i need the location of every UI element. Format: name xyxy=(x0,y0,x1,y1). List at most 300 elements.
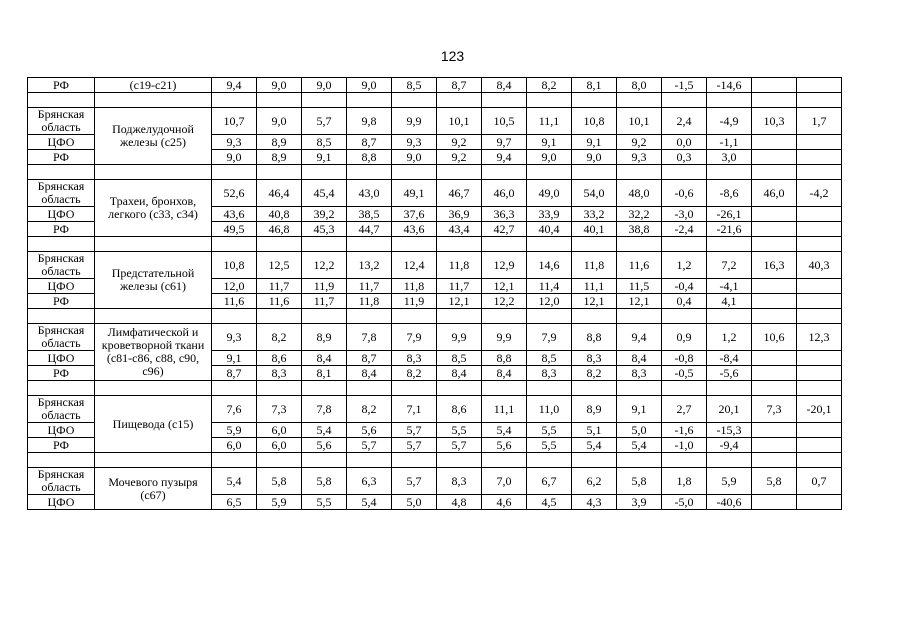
value-cell: 11,8 xyxy=(572,252,617,279)
value-cell: 54,0 xyxy=(572,180,617,207)
empty-cell xyxy=(28,93,95,108)
empty-cell xyxy=(392,309,437,324)
value-cell xyxy=(752,279,797,294)
value-cell: -20,1 xyxy=(797,396,842,423)
empty-cell xyxy=(482,237,527,252)
empty-cell xyxy=(572,309,617,324)
value-cell: 7,3 xyxy=(257,396,302,423)
value-cell xyxy=(797,207,842,222)
region-cell: РФ xyxy=(28,222,95,237)
value-cell: 5,7 xyxy=(302,108,347,135)
value-cell: 11,7 xyxy=(437,279,482,294)
value-cell: 11,6 xyxy=(212,294,257,309)
value-cell: 9,2 xyxy=(437,150,482,165)
value-cell xyxy=(752,438,797,453)
value-cell: 10,1 xyxy=(617,108,662,135)
value-cell: 8,4 xyxy=(482,78,527,93)
empty-cell xyxy=(617,381,662,396)
value-cell xyxy=(752,423,797,438)
spacer-row xyxy=(28,309,842,324)
value-cell xyxy=(797,222,842,237)
value-cell: 12,2 xyxy=(302,252,347,279)
value-cell: 5,0 xyxy=(617,423,662,438)
value-cell: 43,0 xyxy=(347,180,392,207)
empty-cell xyxy=(617,453,662,468)
value-cell: 46,4 xyxy=(257,180,302,207)
value-cell xyxy=(797,438,842,453)
value-cell: 8,2 xyxy=(572,366,617,381)
value-cell: 6,3 xyxy=(347,468,392,495)
value-cell: 8,2 xyxy=(527,78,572,93)
empty-cell xyxy=(707,453,752,468)
empty-cell xyxy=(347,237,392,252)
value-cell xyxy=(752,294,797,309)
value-cell xyxy=(752,366,797,381)
empty-cell xyxy=(797,309,842,324)
value-cell: 11,1 xyxy=(482,396,527,423)
empty-cell xyxy=(347,93,392,108)
empty-cell xyxy=(392,93,437,108)
value-cell: -3,0 xyxy=(662,207,707,222)
site-cell: Предстательной железы (c61) xyxy=(95,252,212,309)
value-cell: -0,8 xyxy=(662,351,707,366)
value-cell: 9,3 xyxy=(392,135,437,150)
empty-cell xyxy=(617,237,662,252)
region-cell: ЦФО xyxy=(28,135,95,150)
empty-cell xyxy=(527,93,572,108)
empty-cell xyxy=(212,381,257,396)
value-cell: 40,4 xyxy=(527,222,572,237)
value-cell: 11,4 xyxy=(527,279,572,294)
value-cell: 40,1 xyxy=(572,222,617,237)
region-cell: РФ xyxy=(28,438,95,453)
empty-cell xyxy=(302,165,347,180)
value-cell: 5,9 xyxy=(707,468,752,495)
value-cell: 43,6 xyxy=(212,207,257,222)
region-cell: Брянская область xyxy=(28,108,95,135)
value-cell: 20,1 xyxy=(707,396,752,423)
empty-cell xyxy=(212,453,257,468)
value-cell: 10,8 xyxy=(572,108,617,135)
value-cell: 5,7 xyxy=(392,438,437,453)
value-cell: 12,4 xyxy=(392,252,437,279)
value-cell: 5,9 xyxy=(212,423,257,438)
value-cell: 11,1 xyxy=(527,108,572,135)
empty-cell xyxy=(707,93,752,108)
value-cell xyxy=(797,495,842,510)
value-cell: 5,5 xyxy=(437,423,482,438)
empty-cell xyxy=(572,165,617,180)
empty-cell xyxy=(662,165,707,180)
value-cell: -2,4 xyxy=(662,222,707,237)
value-cell: 14,6 xyxy=(527,252,572,279)
value-cell: 8,2 xyxy=(257,324,302,351)
value-cell: 5,4 xyxy=(302,423,347,438)
value-cell: 9,8 xyxy=(347,108,392,135)
empty-cell xyxy=(752,453,797,468)
value-cell xyxy=(752,135,797,150)
value-cell: 8,8 xyxy=(347,150,392,165)
site-cell: (c19-c21) xyxy=(95,78,212,93)
value-cell xyxy=(797,351,842,366)
empty-cell xyxy=(28,381,95,396)
value-cell: -4,9 xyxy=(707,108,752,135)
value-cell: 6,0 xyxy=(212,438,257,453)
value-cell: 7,0 xyxy=(482,468,527,495)
empty-cell xyxy=(752,237,797,252)
value-cell: 45,4 xyxy=(302,180,347,207)
empty-cell xyxy=(572,453,617,468)
region-cell: Брянская область xyxy=(28,396,95,423)
region-cell: ЦФО xyxy=(28,423,95,438)
empty-cell xyxy=(527,453,572,468)
empty-cell xyxy=(302,237,347,252)
empty-cell xyxy=(437,381,482,396)
value-cell: -0,6 xyxy=(662,180,707,207)
value-cell: 6,2 xyxy=(572,468,617,495)
table-row xyxy=(28,108,842,135)
site-cell: Пищевода (c15) xyxy=(95,396,212,453)
value-cell: -0,5 xyxy=(662,366,707,381)
value-cell: 11,9 xyxy=(392,294,437,309)
value-cell: -21,6 xyxy=(707,222,752,237)
table-row xyxy=(28,78,842,93)
value-cell: -4,2 xyxy=(797,180,842,207)
page-number: 123 xyxy=(440,48,465,64)
value-cell: 8,1 xyxy=(572,78,617,93)
value-cell: 52,6 xyxy=(212,180,257,207)
value-cell: 4,5 xyxy=(527,495,572,510)
value-cell: 9,1 xyxy=(527,135,572,150)
value-cell: 9,3 xyxy=(212,135,257,150)
value-cell: 9,2 xyxy=(617,135,662,150)
value-cell: 9,1 xyxy=(212,351,257,366)
value-cell: -5,0 xyxy=(662,495,707,510)
value-cell: 8,8 xyxy=(482,351,527,366)
table-row xyxy=(28,324,842,351)
empty-cell xyxy=(95,309,212,324)
value-cell: 9,0 xyxy=(392,150,437,165)
value-cell: 8,6 xyxy=(437,396,482,423)
value-cell: 5,4 xyxy=(347,495,392,510)
empty-cell xyxy=(212,165,257,180)
value-cell: 11,6 xyxy=(257,294,302,309)
value-cell: 0,3 xyxy=(662,150,707,165)
value-cell: 8,9 xyxy=(257,135,302,150)
empty-cell xyxy=(437,453,482,468)
value-cell: 8,3 xyxy=(257,366,302,381)
value-cell: -26,1 xyxy=(707,207,752,222)
value-cell: 8,4 xyxy=(302,351,347,366)
table-row xyxy=(28,252,842,279)
value-cell: 11,6 xyxy=(617,252,662,279)
value-cell: 9,0 xyxy=(257,78,302,93)
value-cell: 8,4 xyxy=(482,366,527,381)
empty-cell xyxy=(437,309,482,324)
value-cell: 12,3 xyxy=(797,324,842,351)
value-cell: 36,9 xyxy=(437,207,482,222)
value-cell: 5,8 xyxy=(752,468,797,495)
value-cell: 5,7 xyxy=(347,438,392,453)
value-cell: 7,8 xyxy=(347,324,392,351)
value-cell: 12,5 xyxy=(257,252,302,279)
value-cell: 5,4 xyxy=(212,468,257,495)
empty-cell xyxy=(437,237,482,252)
value-cell xyxy=(797,294,842,309)
table-row xyxy=(28,180,842,207)
empty-cell xyxy=(347,453,392,468)
value-cell: 9,9 xyxy=(437,324,482,351)
value-cell: -15,3 xyxy=(707,423,752,438)
value-cell: 5,7 xyxy=(437,438,482,453)
empty-cell xyxy=(95,237,212,252)
value-cell: 10,6 xyxy=(752,324,797,351)
value-cell: 39,2 xyxy=(302,207,347,222)
empty-cell xyxy=(527,381,572,396)
value-cell: 8,9 xyxy=(572,396,617,423)
value-cell: 11,9 xyxy=(302,279,347,294)
empty-cell xyxy=(347,381,392,396)
value-cell: 8,7 xyxy=(347,351,392,366)
empty-cell xyxy=(257,165,302,180)
value-cell: 2,4 xyxy=(662,108,707,135)
empty-cell xyxy=(347,165,392,180)
region-cell: РФ xyxy=(28,78,95,93)
value-cell: 9,2 xyxy=(437,135,482,150)
value-cell: 16,3 xyxy=(752,252,797,279)
empty-cell xyxy=(95,165,212,180)
value-cell: 8,5 xyxy=(437,351,482,366)
statistics-table xyxy=(27,77,842,510)
value-cell: 5,6 xyxy=(482,438,527,453)
value-cell: -14,6 xyxy=(707,78,752,93)
value-cell: 49,0 xyxy=(527,180,572,207)
value-cell: 8,4 xyxy=(437,366,482,381)
value-cell: 8,2 xyxy=(347,396,392,423)
empty-cell xyxy=(662,381,707,396)
region-cell: ЦФО xyxy=(28,207,95,222)
spacer-row xyxy=(28,165,842,180)
empty-cell xyxy=(28,453,95,468)
value-cell: 5,4 xyxy=(482,423,527,438)
value-cell: -1,1 xyxy=(707,135,752,150)
value-cell: -9,4 xyxy=(707,438,752,453)
empty-cell xyxy=(527,165,572,180)
value-cell: -5,6 xyxy=(707,366,752,381)
empty-cell xyxy=(797,237,842,252)
empty-cell xyxy=(302,381,347,396)
value-cell: 5,4 xyxy=(617,438,662,453)
value-cell: 9,7 xyxy=(482,135,527,150)
value-cell: 4,6 xyxy=(482,495,527,510)
value-cell: 8,0 xyxy=(617,78,662,93)
empty-cell xyxy=(572,381,617,396)
value-cell: 12,0 xyxy=(212,279,257,294)
value-cell: 8,1 xyxy=(302,366,347,381)
value-cell: 0,7 xyxy=(797,468,842,495)
empty-cell xyxy=(707,237,752,252)
empty-cell xyxy=(482,93,527,108)
value-cell: 11,7 xyxy=(347,279,392,294)
value-cell: -0,4 xyxy=(662,279,707,294)
value-cell: 11,7 xyxy=(302,294,347,309)
value-cell: -1,5 xyxy=(662,78,707,93)
value-cell: 8,3 xyxy=(437,468,482,495)
empty-cell xyxy=(797,381,842,396)
value-cell: 8,7 xyxy=(347,135,392,150)
value-cell: 2,7 xyxy=(662,396,707,423)
value-cell xyxy=(752,351,797,366)
value-cell: 44,7 xyxy=(347,222,392,237)
value-cell: 6,7 xyxy=(527,468,572,495)
region-cell: ЦФО xyxy=(28,351,95,366)
value-cell xyxy=(797,423,842,438)
value-cell: 6,5 xyxy=(212,495,257,510)
empty-cell xyxy=(392,165,437,180)
empty-cell xyxy=(302,309,347,324)
value-cell: 9,4 xyxy=(482,150,527,165)
value-cell: 10,7 xyxy=(212,108,257,135)
value-cell: 6,0 xyxy=(257,438,302,453)
value-cell: 5,8 xyxy=(302,468,347,495)
value-cell: 11,0 xyxy=(527,396,572,423)
value-cell: 5,6 xyxy=(302,438,347,453)
value-cell: -8,6 xyxy=(707,180,752,207)
value-cell: 9,0 xyxy=(257,108,302,135)
value-cell: -8,4 xyxy=(707,351,752,366)
value-cell: 49,1 xyxy=(392,180,437,207)
value-cell: 43,4 xyxy=(437,222,482,237)
value-cell: 8,3 xyxy=(617,366,662,381)
value-cell: 5,8 xyxy=(257,468,302,495)
value-cell: 8,8 xyxy=(572,324,617,351)
empty-cell xyxy=(707,381,752,396)
empty-cell xyxy=(617,165,662,180)
region-cell: ЦФО xyxy=(28,279,95,294)
value-cell: 13,2 xyxy=(347,252,392,279)
value-cell xyxy=(752,207,797,222)
value-cell: 7,9 xyxy=(527,324,572,351)
value-cell xyxy=(752,78,797,93)
value-cell: 8,7 xyxy=(212,366,257,381)
value-cell: 9,0 xyxy=(302,78,347,93)
empty-cell xyxy=(257,237,302,252)
empty-cell xyxy=(28,237,95,252)
empty-cell xyxy=(257,453,302,468)
empty-cell xyxy=(752,309,797,324)
value-cell: 5,5 xyxy=(302,495,347,510)
value-cell: 12,0 xyxy=(527,294,572,309)
empty-cell xyxy=(797,93,842,108)
value-cell: 5,9 xyxy=(257,495,302,510)
value-cell: 46,0 xyxy=(482,180,527,207)
value-cell xyxy=(797,366,842,381)
value-cell: 5,0 xyxy=(392,495,437,510)
table-row xyxy=(28,396,842,423)
value-cell: 0,9 xyxy=(662,324,707,351)
value-cell xyxy=(752,150,797,165)
value-cell xyxy=(797,135,842,150)
value-cell: 8,5 xyxy=(527,351,572,366)
empty-cell xyxy=(572,237,617,252)
empty-cell xyxy=(392,453,437,468)
value-cell: 40,8 xyxy=(257,207,302,222)
value-cell: 7,3 xyxy=(752,396,797,423)
value-cell: 5,1 xyxy=(572,423,617,438)
value-cell: 7,2 xyxy=(707,252,752,279)
region-cell: Брянская область xyxy=(28,468,95,495)
empty-cell xyxy=(95,93,212,108)
region-cell: РФ xyxy=(28,150,95,165)
value-cell: 37,6 xyxy=(392,207,437,222)
empty-cell xyxy=(257,93,302,108)
empty-cell xyxy=(707,309,752,324)
value-cell xyxy=(797,78,842,93)
value-cell: 4,1 xyxy=(707,294,752,309)
value-cell: 9,0 xyxy=(347,78,392,93)
empty-cell xyxy=(662,309,707,324)
empty-cell xyxy=(482,165,527,180)
value-cell: 11,7 xyxy=(257,279,302,294)
empty-cell xyxy=(212,93,257,108)
value-cell: 45,3 xyxy=(302,222,347,237)
value-cell: 5,7 xyxy=(392,468,437,495)
value-cell: 8,2 xyxy=(392,366,437,381)
value-cell: 46,8 xyxy=(257,222,302,237)
value-cell: 5,5 xyxy=(527,438,572,453)
value-cell: 9,9 xyxy=(482,324,527,351)
empty-cell xyxy=(752,165,797,180)
value-cell: 32,2 xyxy=(617,207,662,222)
value-cell: 10,1 xyxy=(437,108,482,135)
value-cell: 8,5 xyxy=(392,78,437,93)
value-cell: 9,1 xyxy=(302,150,347,165)
site-cell: Поджелудочной железы (c25) xyxy=(95,108,212,165)
value-cell: 12,1 xyxy=(437,294,482,309)
empty-cell xyxy=(28,309,95,324)
value-cell: 8,9 xyxy=(302,324,347,351)
value-cell: 1,8 xyxy=(662,468,707,495)
spacer-row xyxy=(28,93,842,108)
value-cell: 8,7 xyxy=(437,78,482,93)
value-cell: 11,5 xyxy=(617,279,662,294)
value-cell: 9,1 xyxy=(617,396,662,423)
value-cell: 38,5 xyxy=(347,207,392,222)
value-cell: 42,7 xyxy=(482,222,527,237)
value-cell: -40,6 xyxy=(707,495,752,510)
spacer-row xyxy=(28,381,842,396)
spacer-row xyxy=(28,453,842,468)
empty-cell xyxy=(617,93,662,108)
empty-cell xyxy=(392,237,437,252)
value-cell: 10,3 xyxy=(752,108,797,135)
value-cell: 49,5 xyxy=(212,222,257,237)
value-cell: 4,3 xyxy=(572,495,617,510)
value-cell: 5,6 xyxy=(347,423,392,438)
value-cell: 8,3 xyxy=(572,351,617,366)
empty-cell xyxy=(527,309,572,324)
site-cell: Трахеи, бронхов, легкого (c33, c34) xyxy=(95,180,212,237)
value-cell: 9,3 xyxy=(212,324,257,351)
empty-cell xyxy=(572,93,617,108)
value-cell xyxy=(752,222,797,237)
value-cell: 33,2 xyxy=(572,207,617,222)
empty-cell xyxy=(707,165,752,180)
value-cell: 7,6 xyxy=(212,396,257,423)
empty-cell xyxy=(662,453,707,468)
value-cell: 4,8 xyxy=(437,495,482,510)
value-cell: 10,8 xyxy=(212,252,257,279)
